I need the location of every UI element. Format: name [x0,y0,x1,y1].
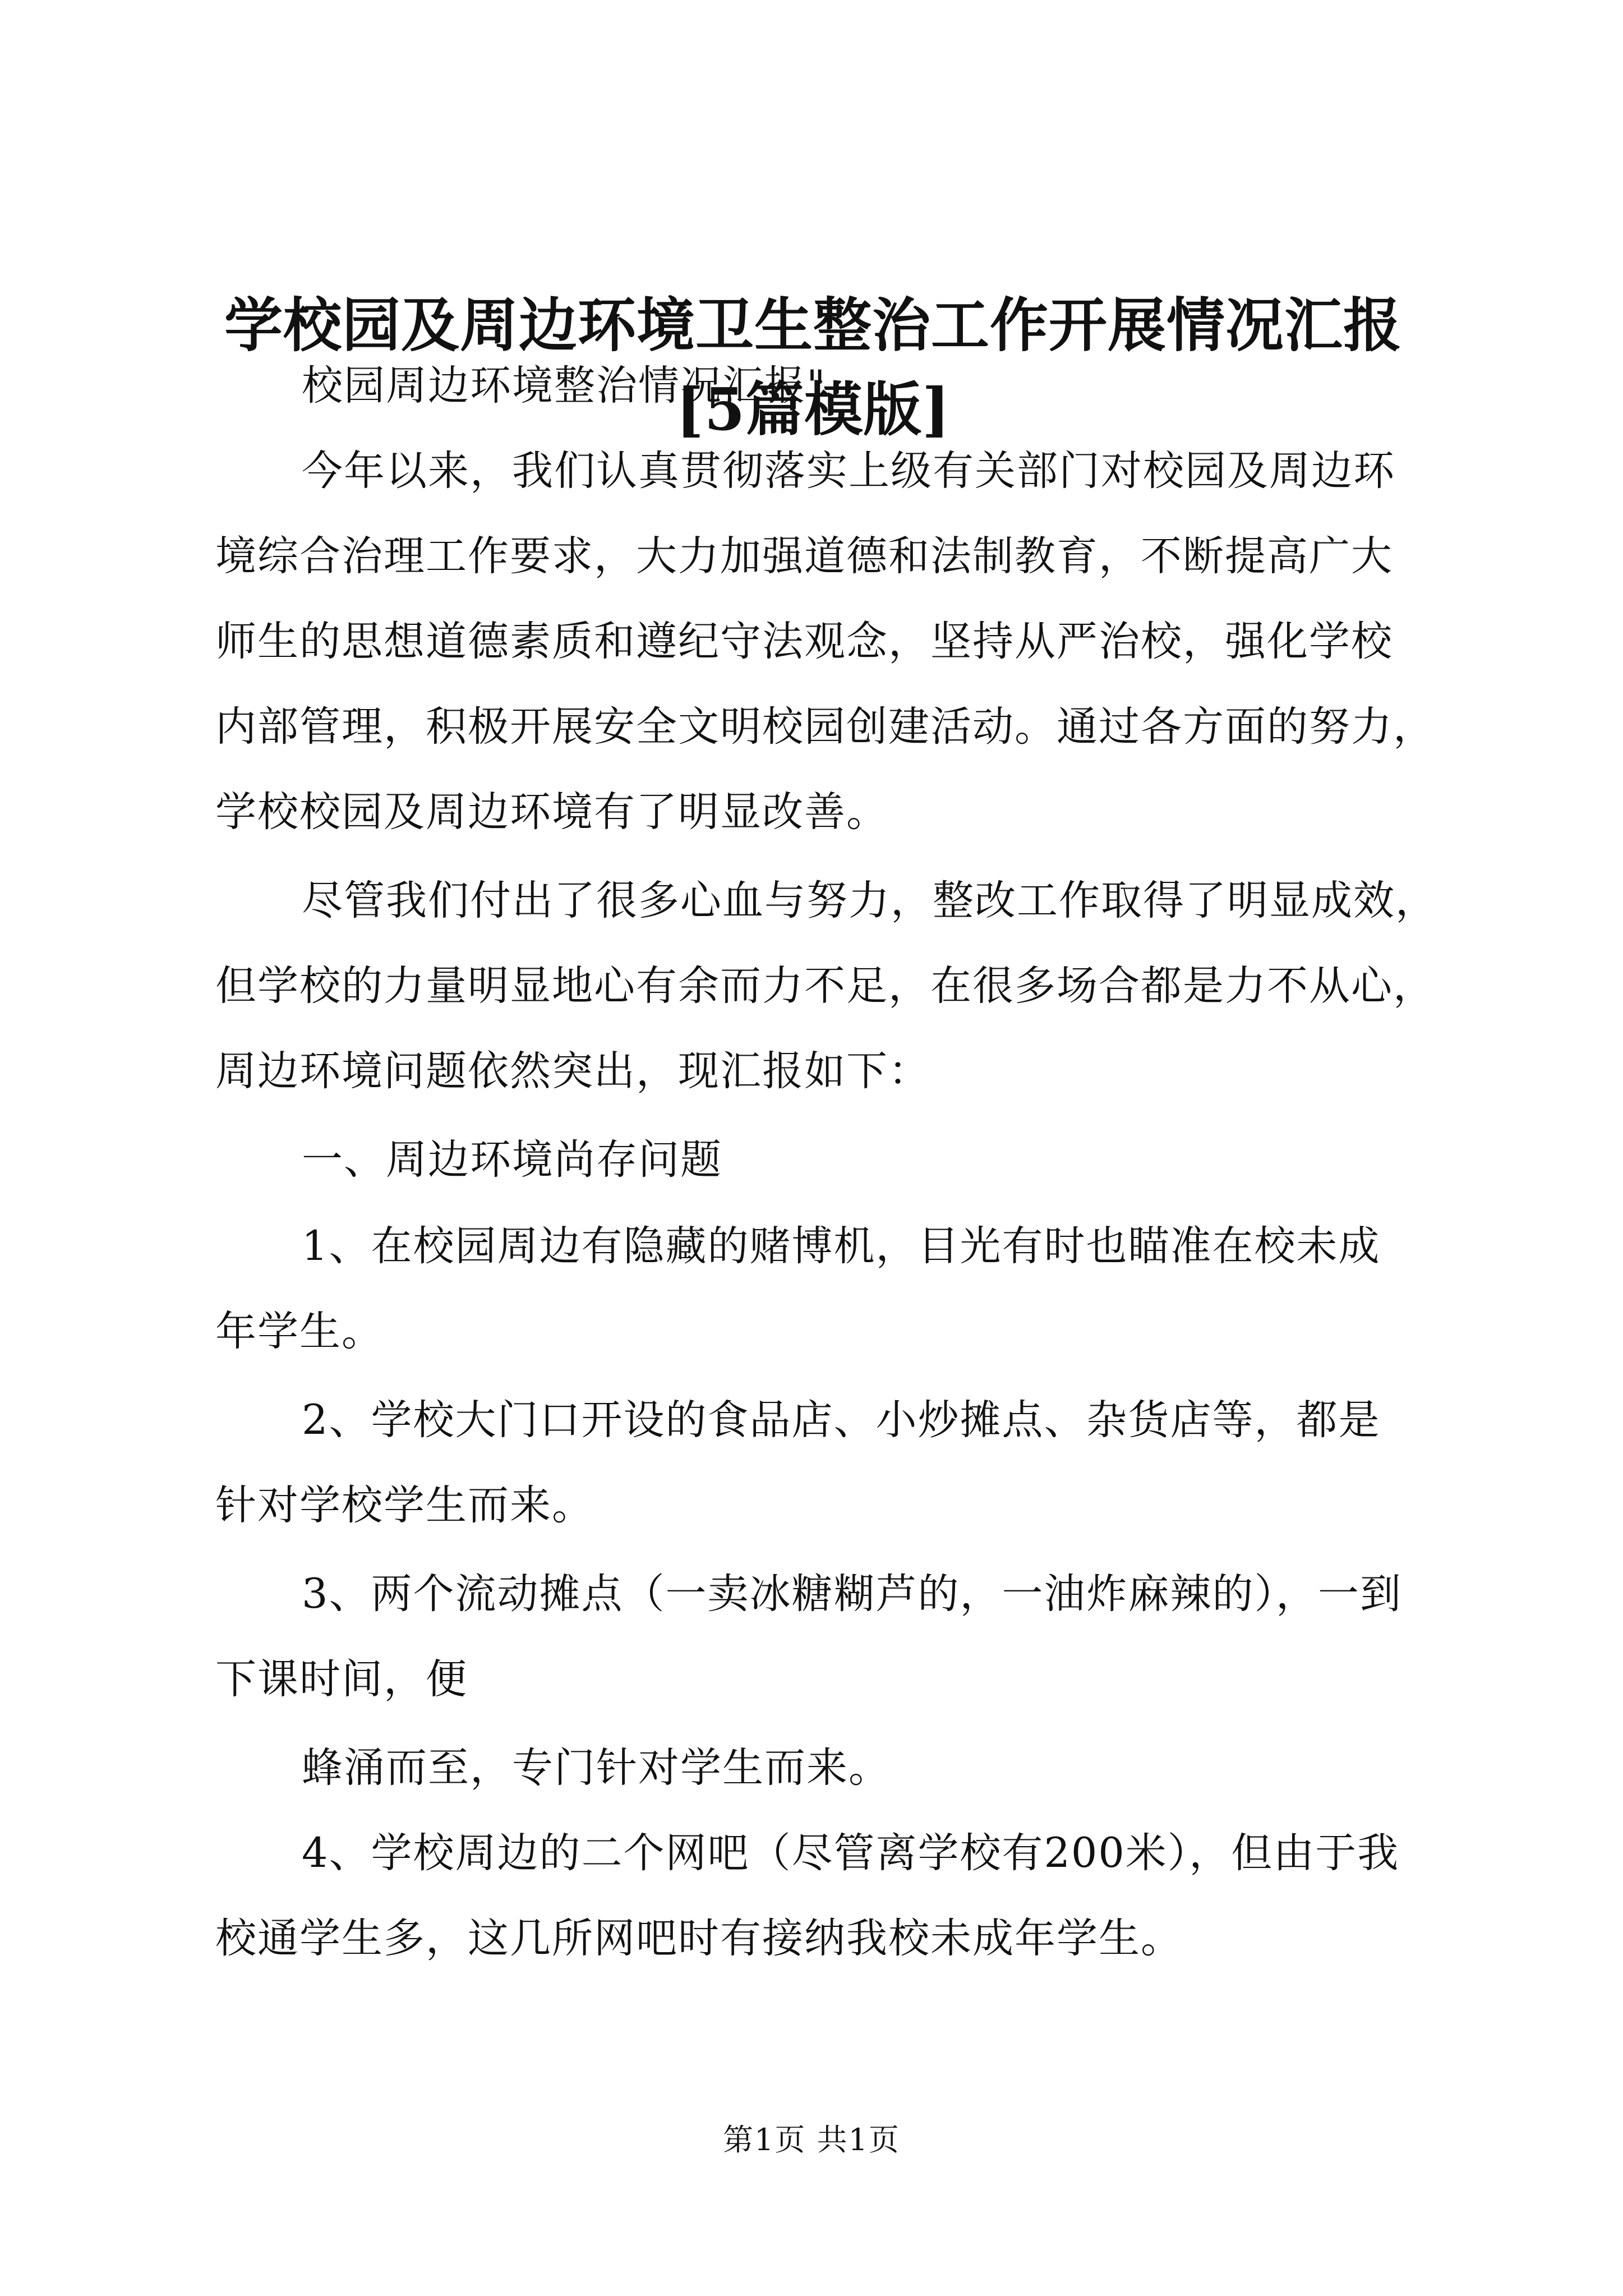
body-line: 今年以来，我们认真贯彻落实上级有关部门对校园及周边环 [302,447,1395,495]
body-line: 针对学校学生而来。 [215,1481,594,1529]
body-line: 内部管理，积极开展安全文明校园创建活动。通过各方面的努力， [215,703,1435,751]
body-line: 尽管我们付出了很多心血与努力，整改工作取得了明显成效， [302,877,1437,924]
section-heading: 一、周边环境尚存问题 [302,1136,722,1184]
body-line: 4、学校周边的二个网吧（尽管离学校有200米），但由于我 [302,1829,1400,1877]
body-line: 2、学校大门口开设的食品店、小炒摊点、杂货店等，都是 [302,1396,1381,1444]
body-line: 1、在校园周边有隐藏的赌博机，目光有时也瞄准在校未成 [302,1222,1381,1270]
body-line: 学校校园及周边环境有了明显改善。 [215,788,888,836]
document-title-line-2: [5篇模版] [676,375,951,444]
page-footer: 第1页 共1页 [723,2122,900,2157]
body-line: 周边环境问题依然突出，现汇报如下： [215,1047,930,1095]
body-line: 蜂涌而至，专门针对学生而来。 [302,1744,891,1792]
body-line: 校园周边环境整治情况汇报" [302,362,827,409]
body-line: 境综合治理工作要求，大力加强道德和法制教育，不断提高广大 [215,532,1393,580]
document-title-line-1: 学校园及周边环境卫生整治工作开展情况汇报 [224,291,1402,360]
body-line: 下课时间，便 [215,1655,468,1703]
body-line: 师生的思想道德素质和遵纪守法观念，坚持从严治校，强化学校 [215,618,1393,665]
body-line: 3、两个流动摊点（一卖冰糖糊芦的，一油炸麻辣的），一到 [302,1570,1402,1618]
body-line: 校通学生多，这几所网吧时有接纳我校未成年学生。 [215,1915,1183,1962]
body-line: 但学校的力量明显地心有余而力不足，在很多场合都是力不从心， [215,962,1435,1010]
body-line: 年学生。 [215,1308,384,1355]
